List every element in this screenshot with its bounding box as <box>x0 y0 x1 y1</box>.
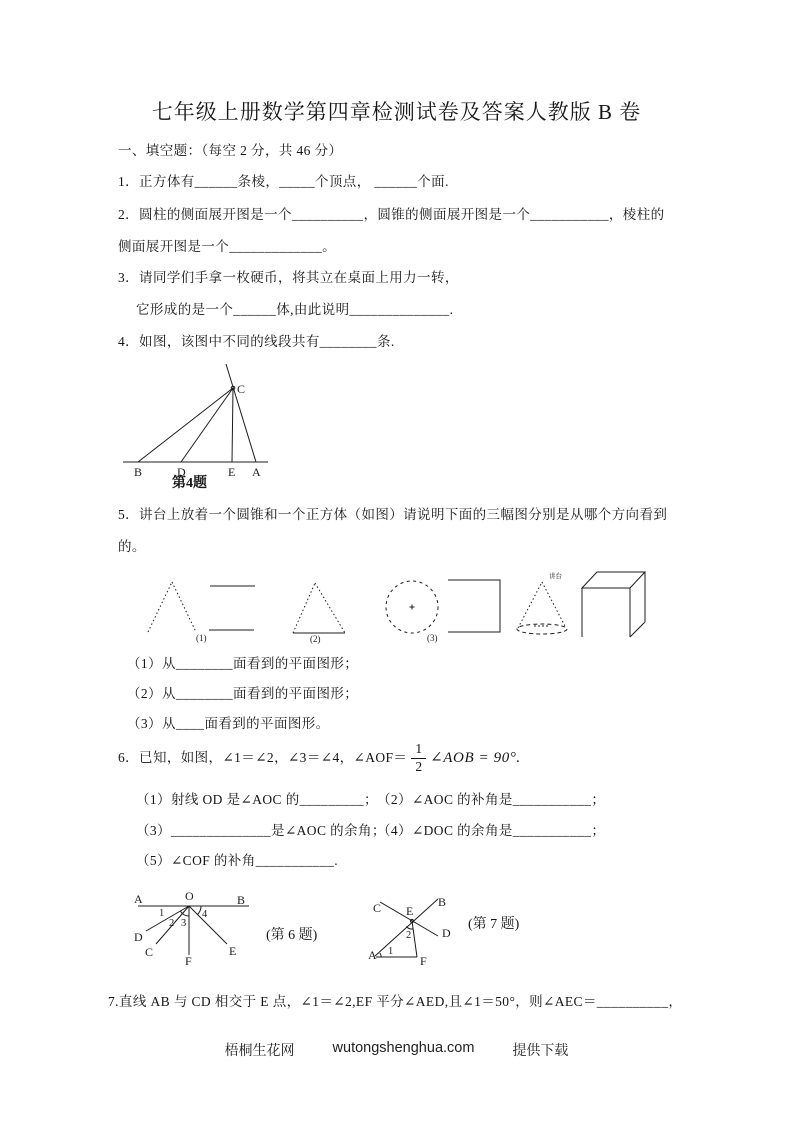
angle-label-3: 3 <box>181 918 187 929</box>
view-3-label: (3) <box>427 633 438 643</box>
question-5-line1: 5．讲台上放着一个圆锥和一个正方体（如图）请说明下面的三幅图分别是从哪个方向看到 <box>118 507 668 522</box>
section-heading: 一、填空题：（每空 2 分，共 46 分） <box>118 143 343 158</box>
footer-download-text: 提供下载 <box>512 1044 569 1059</box>
question-6-sub1: （1）射线 OD 是∠AOC 的_________； <box>136 792 378 807</box>
question-4: 4．如图，该图中不同的线段共有________条. <box>118 334 395 349</box>
point-label-d: D <box>134 930 143 944</box>
point-label-e: E <box>406 904 414 918</box>
figure-q4-lines <box>123 364 268 462</box>
point-label-f: F <box>185 954 192 968</box>
question-7: 7.直线 AB 与 CD 相交于 E 点，∠1＝∠2,EF 平分∠AED,且∠1＝50°，则∠AEC＝__________， <box>108 994 683 1009</box>
point-label-a: A <box>368 948 377 962</box>
question-2-line1: 2．圆柱的侧面展开图是一个__________，圆锥的侧面展开图是一个___________，棱柱的 <box>118 207 665 222</box>
angle-label-2: 2 <box>169 918 175 929</box>
question-5-sub2: （2）从________面看到的平面图形； <box>127 686 359 701</box>
question-6-prefix: 6．已知，如图，∠1＝∠2，∠3＝∠4，∠AOF＝ <box>118 750 408 765</box>
point-label-e: E <box>229 944 237 958</box>
view-3-shape <box>386 580 500 633</box>
point-label-b: B <box>438 895 447 909</box>
point-label-e: E <box>228 465 236 479</box>
point-label-o: O <box>185 889 194 903</box>
page-title: 七年级上册数学第四章检测试卷及答案人教版 B 卷 <box>151 100 642 124</box>
footer-site-name: 梧桐生花网 <box>224 1044 295 1059</box>
page-footer <box>0 1040 793 1060</box>
question-3-line1: 3．请同学们手拿一枚硬币，将其立在桌面上用力一转， <box>118 270 459 285</box>
angle-label-1: 1 <box>159 908 165 919</box>
point-label-f: F <box>420 954 427 968</box>
point-label-c: C <box>145 945 154 959</box>
fraction-one-half <box>411 742 426 775</box>
view-1-shape <box>148 582 255 632</box>
point-label-b: B <box>134 465 143 479</box>
question-6-sub4: （4）∠DOC 的余角是___________； <box>377 823 606 838</box>
angle-label-2: 2 <box>406 930 412 941</box>
point-label-a: A <box>252 465 261 479</box>
figure-q4-line-segments <box>118 356 283 490</box>
footer-site-url: wutongshenghua.com <box>332 1040 475 1056</box>
point-label-a: A <box>134 892 143 906</box>
point-label-c: C <box>373 901 382 915</box>
question-6-sub3: （3）______________是∠AOC 的余角； <box>136 823 386 838</box>
cube-shape <box>582 572 645 637</box>
point-label-c: C <box>237 382 246 396</box>
figure-q7-intersecting-lines <box>368 893 483 968</box>
question-6-sub2: （2）∠AOC 的补角是___________； <box>377 792 606 807</box>
figure-q6-caption: (第 6 题) <box>266 928 318 943</box>
question-5-line2: 的。 <box>118 539 146 554</box>
question-5-sub1: （1）从________面看到的平面图形； <box>127 656 359 671</box>
figure-q7-caption: (第 7 题) <box>468 917 520 932</box>
figure-q4-caption: 第4题 <box>172 476 207 491</box>
point-label-d: D <box>177 465 186 479</box>
fraction-numerator: 1 <box>411 742 426 759</box>
figure-q6-angles <box>130 885 260 970</box>
figure-q5-views <box>130 563 665 651</box>
view-2-label: (2) <box>310 634 321 644</box>
cone-shape <box>517 582 567 634</box>
question-3-line2: 它形成的是一个______体,由此说明______________. <box>136 302 454 317</box>
question-6-stem <box>118 738 521 778</box>
point-label-b: B <box>237 893 246 907</box>
question-6-suffix: ∠AOB = 90°. <box>430 750 521 766</box>
question-6-sub5: （5）∠COF 的补角___________. <box>136 853 339 868</box>
podium-label: 讲台 <box>549 573 562 580</box>
angle-label-1: 1 <box>388 946 394 957</box>
question-5-sub3: （3）从____面看到的平面图形。 <box>127 716 330 731</box>
question-1: 1．正方体有______条棱，_____个顶点， ______个面. <box>118 174 449 189</box>
view-1-label: (1) <box>196 633 207 643</box>
view-2-shape <box>293 583 345 633</box>
fraction-denominator: 2 <box>415 758 423 774</box>
point-label-d: D <box>442 926 451 940</box>
question-2-line2: 侧面展开图是一个_____________。 <box>118 239 337 254</box>
angle-label-4: 4 <box>202 909 208 920</box>
